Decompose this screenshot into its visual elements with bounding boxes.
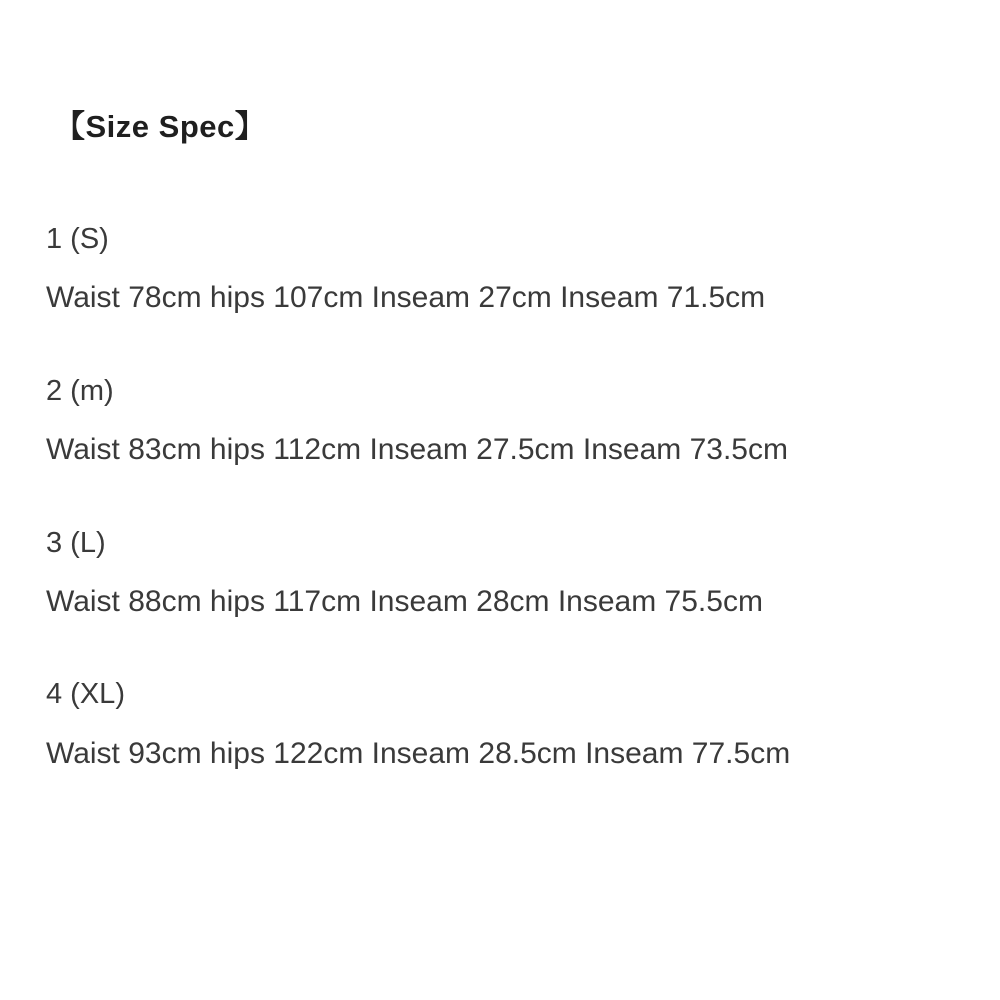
list-item — [46, 221, 960, 317]
size-label: 1 (S) — [46, 223, 109, 256]
page-title: 【Size Spec】 — [54, 109, 267, 144]
size-measurements: Waist 88cm hips 117cm Inseam 28cm Inseam 75.5cm — [46, 584, 763, 618]
size-label: 3 (L) — [46, 526, 106, 559]
size-measurements: Waist 78cm hips 107cm Inseam 27cm Inseam 71.5cm — [46, 281, 766, 315]
size-label: 2 (m) — [46, 374, 114, 407]
list-item — [46, 676, 960, 772]
size-measurements: Waist 83cm hips 112cm Inseam 27.5cm Inseam 73.5cm — [46, 433, 788, 467]
list-item — [46, 525, 960, 621]
size-measurements: Waist 93cm hips 122cm Inseam 28.5cm Inseam 77.5cm — [46, 736, 791, 770]
list-item — [46, 373, 960, 469]
size-label: 4 (XL) — [46, 678, 125, 711]
